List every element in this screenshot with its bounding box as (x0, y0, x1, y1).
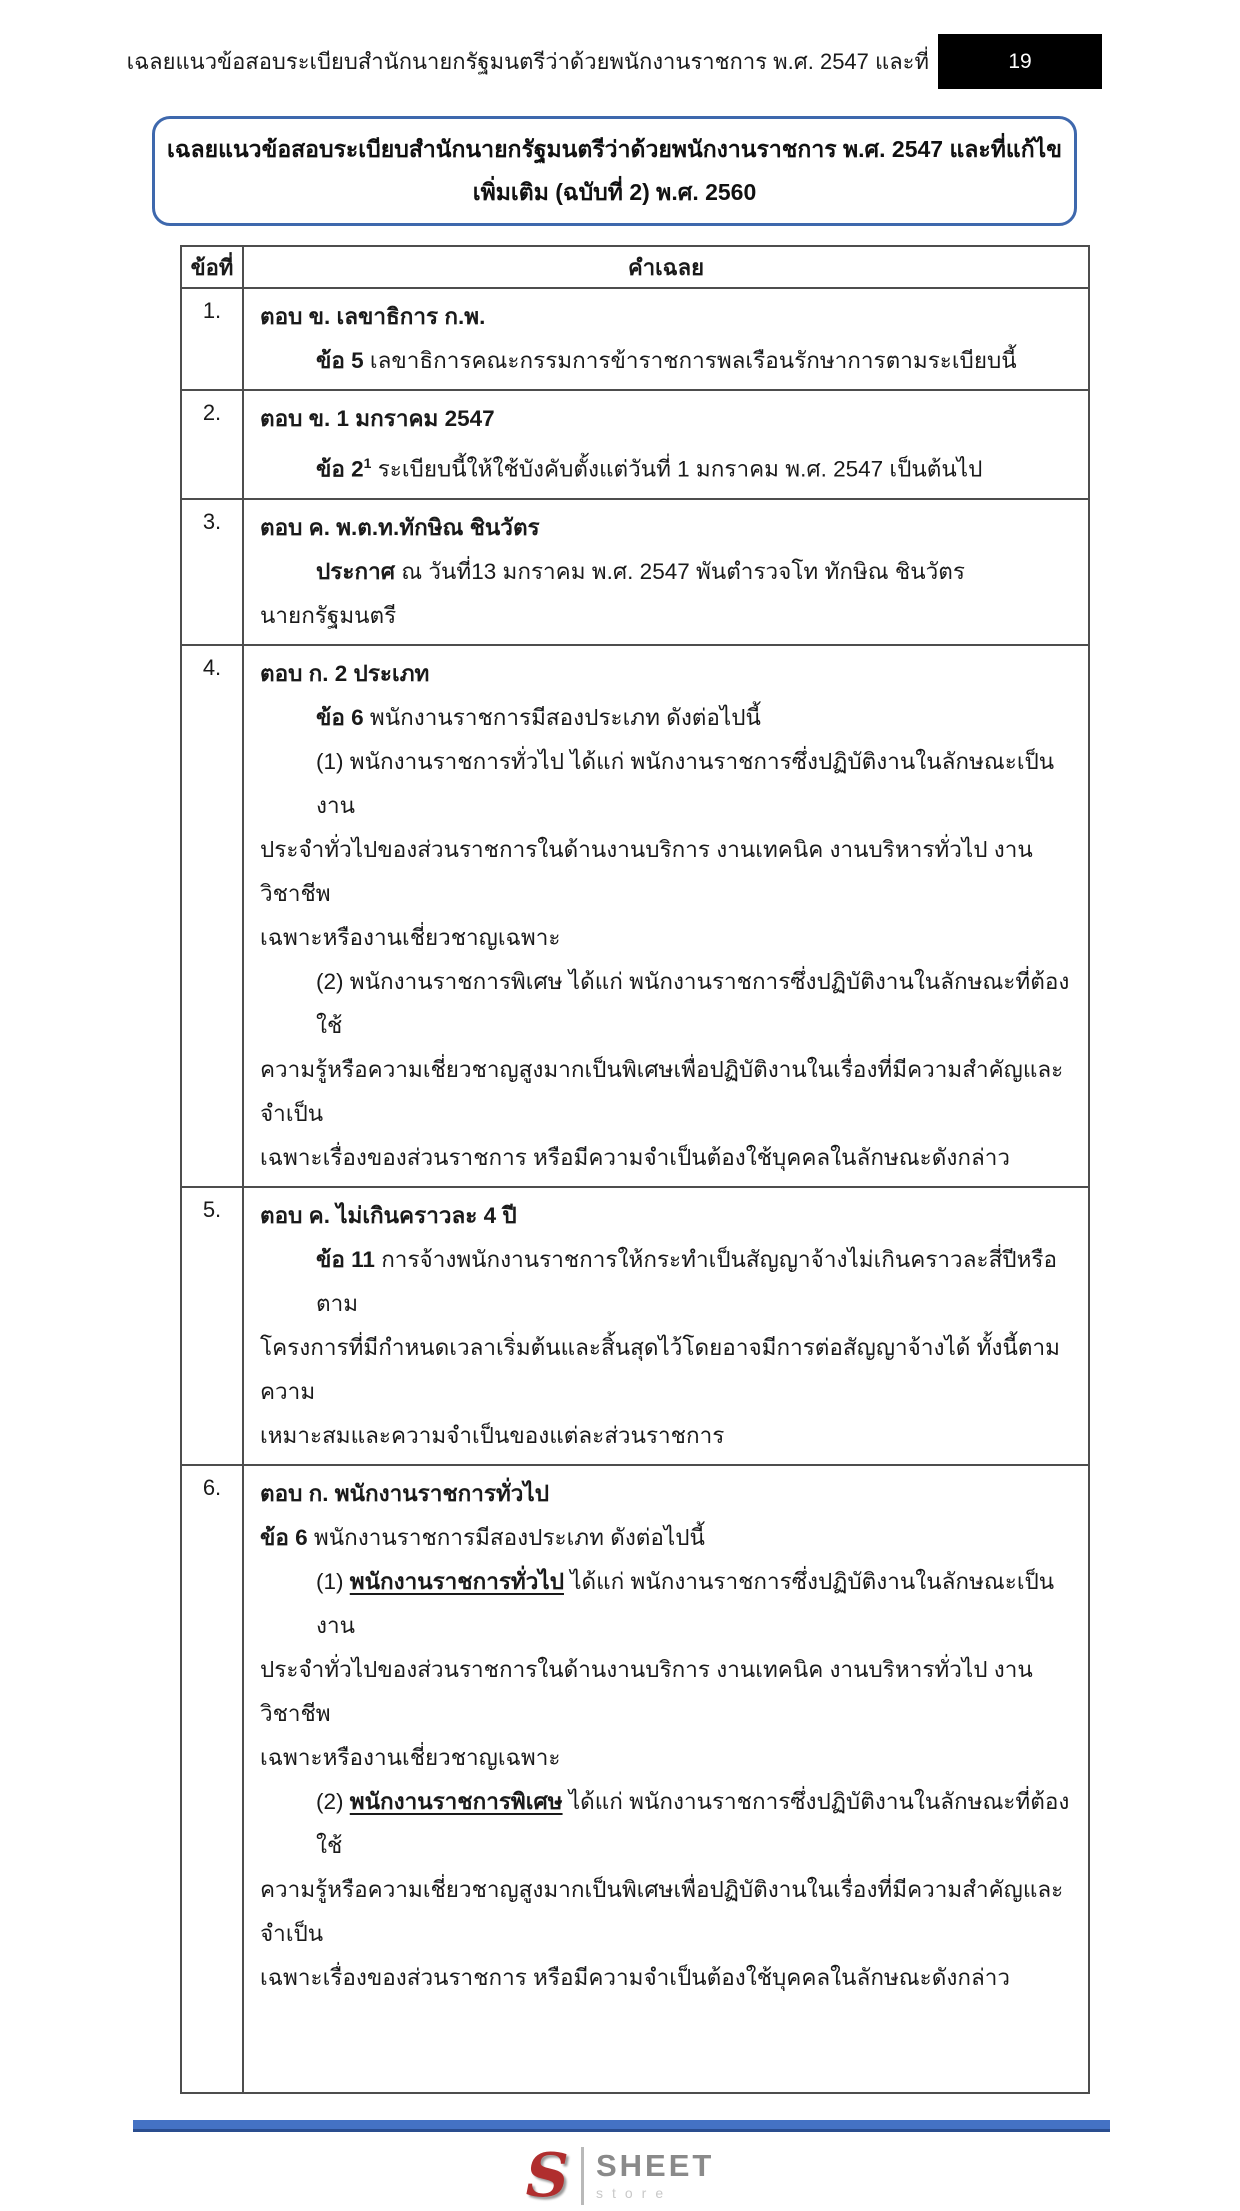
question-number-cell: 6. (181, 1465, 243, 2093)
answer-text-segment: เฉพาะเรื่องของส่วนราชการ หรือมีความจำเป็นต้องใช้บุคคลในลักษณะดังกล่าว (260, 1144, 1011, 1170)
answer-text-segment: ข้อ 6 (260, 1524, 308, 1550)
answer-key-table (180, 245, 1090, 2094)
answer-text-segment: ตอบ ก. พนักงานราชการทั่วไป (260, 1480, 550, 1506)
answer-text-segment: ข้อ 11 (316, 1246, 375, 1272)
document-title-line2: เพิ่มเติม (ฉบับที่ 2) พ.ศ. 2560 (472, 179, 757, 205)
answer-text-segment: การจ้างพนักงานราชการให้กระทำเป็นสัญญาจ้างไม่เกินคราวละสี่ปีหรือตาม (316, 1246, 1058, 1316)
table-row (181, 390, 1089, 499)
answer-text-segment: พนักงานราชการมีสองประเภท ดังต่อไปนี้ (363, 704, 761, 730)
answer-text-segment: พนักงานราชการมีสองประเภท ดังต่อไปนี้ (307, 1524, 705, 1550)
answer-line (260, 397, 1074, 441)
answer-line (260, 550, 1074, 594)
answer-text-segment: ระเบียบนี้ให้ใช้บังคับตั้งแต่วันที่ 1 มกราคม พ.ศ. 2547 เป็นต้นไป (371, 456, 983, 482)
answer-cell (243, 1187, 1089, 1465)
running-header-text: เฉลยแนวข้อสอบระเบียบสำนักนายกรัฐมนตรีว่าด้วยพนักงานราชการ พ.ศ. 2547 และที่ (126, 49, 929, 74)
answer-line (260, 1048, 1074, 1136)
answer-text-segment: ประกาศ (316, 558, 395, 584)
answer-line (260, 1472, 1074, 1516)
answer-text-segment: 1 (363, 455, 372, 471)
table-row (181, 499, 1089, 645)
page-number-badge (938, 34, 1102, 89)
table-row (181, 288, 1089, 390)
answer-line (260, 594, 1074, 638)
answer-cell (243, 1465, 1089, 2093)
answer-text-segment: (2) (316, 1788, 350, 1814)
answer-cell (243, 288, 1089, 390)
answer-text-segment: เฉพาะหรืองานเชี่ยวชาญเฉพาะ (260, 924, 561, 950)
answer-text-segment: เฉพาะเรื่องของส่วนราชการ หรือมีความจำเป็นต้องใช้บุคคลในลักษณะดังกล่าว (260, 1964, 1011, 1990)
answer-text-segment: ได้แก่ พนักงานราชการซึ่งปฏิบัติงานในลักษณะเป็นงาน (316, 1568, 1055, 1638)
logo-s-icon: S (525, 2140, 569, 2211)
document-title-box (152, 116, 1077, 226)
answer-text-segment: ข้อ 5 (316, 348, 364, 373)
answer-text-segment: ตอบ ข. 1 มกราคม 2547 (260, 406, 495, 431)
answer-text-segment: ณ วันที่13 มกราคม พ.ศ. 2547 พันตำรวจโท ทักษิณ ชินวัตร (395, 558, 965, 584)
answer-line (260, 1648, 1074, 1736)
column-header-answer: คำเฉลย (243, 246, 1089, 288)
answer-text-segment: ตอบ ค. ไม่เกินคราวละ 4 ปี (260, 1202, 517, 1228)
answer-text-segment: (2) พนักงานราชการพิเศษ ได้แก่ พนักงานราชการซึ่งปฏิบัติงานในลักษณะที่ต้องใช้ (316, 968, 1070, 1038)
question-number-cell: 3. (181, 499, 243, 645)
answer-line (260, 1136, 1074, 1180)
answer-text-segment: โครงการที่มีกำหนดเวลาเริ่มต้นและสิ้นสุดไว้โดยอาจมีการต่อสัญญาจ้างได้ ทั้งนี้ตามความ (260, 1334, 1060, 1404)
answer-line (260, 506, 1074, 550)
answer-cell (243, 645, 1089, 1187)
answer-line (260, 1238, 1074, 1326)
answer-text-segment: ประจำทั่วไปของส่วนราชการในด้านงานบริการ งานเทคนิค งานบริหารทั่วไป งานวิชาชีพ (260, 1656, 1033, 1726)
answer-cell (243, 390, 1089, 499)
question-number-cell: 4. (181, 645, 243, 1187)
answer-line (260, 1516, 1074, 1560)
answer-text-segment: นายกรัฐมนตรี (260, 602, 397, 628)
answer-line (260, 828, 1074, 916)
answer-line (260, 441, 1074, 492)
answer-line (260, 740, 1074, 828)
answer-line (260, 652, 1074, 696)
question-number-cell: 5. (181, 1187, 243, 1465)
logo-title: SHEET (595, 2147, 715, 2183)
answer-text-segment: ตอบ ค. พ.ต.ท.ทักษิณ ชินวัตร (260, 514, 540, 540)
answer-line (260, 1868, 1074, 1956)
answer-line (260, 295, 1074, 339)
logo-subtitle: store (595, 2185, 673, 2202)
question-number-cell: 2. (181, 390, 243, 499)
table-row (181, 645, 1089, 1187)
answer-text-segment: ความรู้หรือความเชี่ยวชาญสูงมากเป็นพิเศษเพื่อปฏิบัติงานในเรื่องที่มีความสำคัญและจำเป็น (260, 1056, 1064, 1126)
answer-text-segment: ความรู้หรือความเชี่ยวชาญสูงมากเป็นพิเศษเพื่อปฏิบัติงานในเรื่องที่มีความสำคัญและจำเป็น (260, 1876, 1064, 1946)
footer-divider-bar (133, 2120, 1110, 2132)
answer-line (260, 339, 1074, 383)
answer-line (260, 696, 1074, 740)
answer-line (260, 1780, 1074, 1868)
answer-line (260, 916, 1074, 960)
answer-line (260, 960, 1074, 1048)
answer-text-segment: พนักงานราชการพิเศษ (349, 1788, 563, 1814)
table-row (181, 1187, 1089, 1465)
answers-table-body (181, 288, 1089, 2093)
answer-cell (243, 499, 1089, 645)
sheet-store-logo (0, 2140, 1240, 2211)
answer-line (260, 1414, 1074, 1458)
answer-text-segment: ประจำทั่วไปของส่วนราชการในด้านงานบริการ งานเทคนิค งานบริหารทั่วไป งานวิชาชีพ (260, 836, 1033, 906)
answer-text-segment: ตอบ ก. 2 ประเภท (260, 660, 430, 686)
answer-text-segment: ตอบ ข. เลขาธิการ ก.พ. (260, 304, 486, 329)
answer-text-segment: ข้อ 2 (316, 456, 364, 482)
answer-line (260, 1194, 1074, 1238)
answer-line (260, 1736, 1074, 1780)
table-header-row (181, 246, 1089, 288)
answer-line (260, 1956, 1074, 2000)
page-number: 19 (1008, 49, 1032, 73)
answer-text-segment: ข้อ 6 (316, 704, 364, 730)
answer-text-segment: เลขาธิการคณะกรรมการข้าราชการพลเรือนรักษาการตามระเบียบนี้ (363, 348, 1017, 373)
answer-text-segment: ได้แก่ พนักงานราชการซึ่งปฏิบัติงานในลักษณะที่ต้องใช้ (316, 1788, 1070, 1858)
answer-text-segment: เฉพาะหรืองานเชี่ยวชาญเฉพาะ (260, 1744, 561, 1770)
column-header-question-number: ข้อที่ (181, 246, 243, 288)
answer-text-segment: พนักงานราชการทั่วไป (349, 1568, 564, 1594)
answer-text-segment: เหมาะสมและความจำเป็นของแต่ละส่วนราชการ (260, 1422, 725, 1448)
answer-text-segment: (1) พนักงานราชการทั่วไป ได้แก่ พนักงานราชการซึ่งปฏิบัติงานในลักษณะเป็นงาน (316, 748, 1055, 818)
logo-text-block (595, 2147, 715, 2202)
page-header (0, 0, 1240, 89)
logo-divider (581, 2147, 584, 2205)
table-row (181, 1465, 1089, 2093)
answer-line (260, 1326, 1074, 1414)
question-number-cell: 1. (181, 288, 243, 390)
answer-line (260, 1560, 1074, 1648)
answer-text-segment: (1) (316, 1568, 350, 1594)
document-title-line1: เฉลยแนวข้อสอบระเบียบสำนักนายกรัฐมนตรีว่าด้วยพนักงานราชการ พ.ศ. 2547 และที่แก้ไข (167, 136, 1062, 162)
